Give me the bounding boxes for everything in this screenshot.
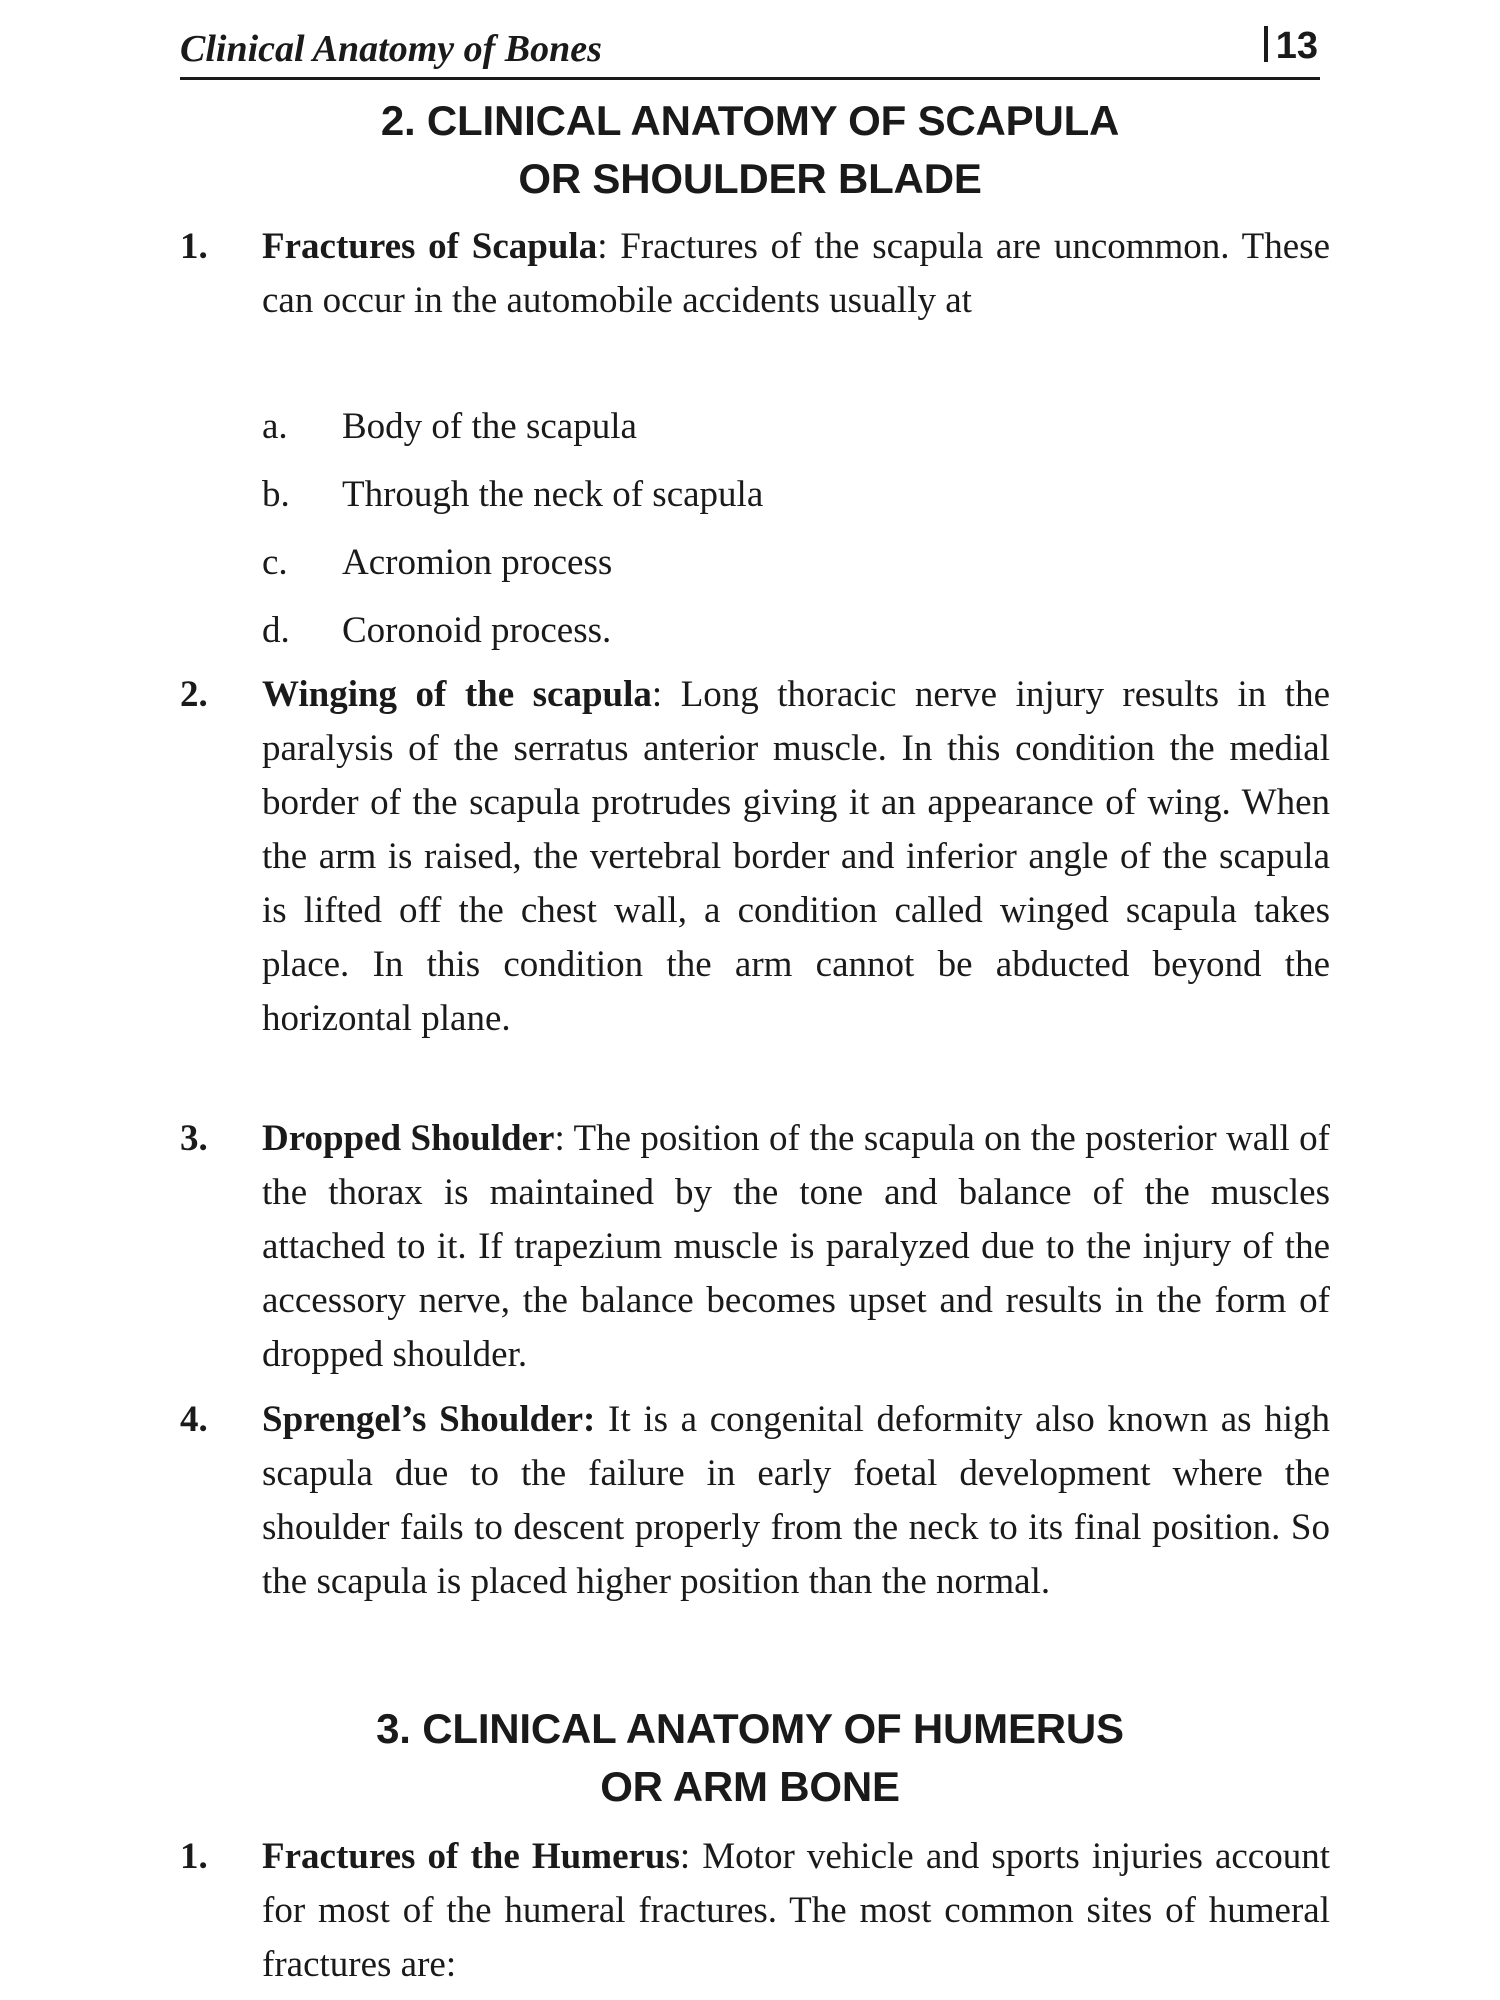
list-item-number: 3.	[180, 1118, 208, 1159]
list-item-fractures-of-scapula	[180, 220, 1330, 328]
list-item-term: Sprengel’s Shoulder:	[262, 1399, 596, 1440]
section-3-heading	[180, 1700, 1320, 1816]
sub-list-item	[262, 604, 611, 658]
section-2-heading-line-1: 2. CLINICAL ANATOMY OF SCAPULA	[380, 97, 1120, 144]
list-item-number: 4.	[180, 1399, 208, 1440]
page-number-divider	[1264, 26, 1268, 62]
list-item-description: : Long thoracic nerve injury results in the paralysis of the serratus anterior muscle. In this condition the medial border of the scapula protrudes giving it an appearance of wing. When the arm is raised, the vertebral border and inferior angle of the scapula is lifted off the chest wall, a condition called winged scapula takes place. In this condition the arm cannot be abducted beyond the horizontal plane.	[262, 674, 1330, 1039]
list-item-description: : Fractures of the scapula are uncommon. These can occur in the automobile accidents usually at	[262, 226, 1330, 321]
list-item-description: It is a congenital deformity also known as high scapula due to the failure in early foetal development where the shoulder fails to descent properly from the neck to its final position. So the scapula is placed higher position than the normal.	[262, 1399, 1331, 1602]
sub-list-item-text: Body of the scapula	[342, 406, 637, 447]
list-item-fractures-of-humerus	[180, 1830, 1330, 1992]
sub-list-item	[262, 400, 637, 454]
list-item-description: : Motor vehicle and sports injuries account for most of the humeral fractures. The most common sites of humeral fractures are:	[262, 1836, 1330, 1985]
list-item-term: Dropped Shoulder	[262, 1118, 555, 1159]
sub-list-item-letter: a.	[262, 406, 288, 447]
list-item-number: 2.	[180, 674, 208, 715]
sub-list-item-text: Through the neck of scapula	[342, 474, 764, 515]
running-header	[180, 25, 1320, 80]
section-3-heading-line-2: OR ARM BONE	[600, 1763, 900, 1810]
list-item-description: : The position of the scapula on the posterior wall of the thorax is maintained by the tone and balance of the muscles attached to it. If trapezium muscle is paralyzed due to the injury of the accessory nerve, the balance becomes upset and results in the form of dropped shoulder.	[262, 1118, 1330, 1375]
list-item-text	[262, 1112, 1330, 1382]
sub-list-item-letter: b.	[262, 474, 290, 515]
sub-list-item-letter: d.	[262, 610, 290, 651]
list-item-text	[262, 220, 1330, 328]
list-item-text	[262, 668, 1330, 1046]
section-3-heading-line-1: 3. CLINICAL ANATOMY OF HUMERUS	[376, 1705, 1124, 1752]
running-title: Clinical Anatomy of Bones	[180, 28, 602, 70]
list-item-number: 1.	[180, 226, 208, 267]
list-item-text	[262, 1393, 1330, 1609]
list-item-term: Fractures of Scapula	[262, 226, 598, 267]
page-number-block	[1264, 25, 1318, 68]
list-item-text	[262, 1830, 1330, 1992]
list-item-term: Fractures of the Humerus	[262, 1836, 680, 1877]
sub-list-item	[262, 536, 612, 590]
page-number: 13	[1275, 25, 1318, 67]
list-item-term: Winging of the scapula	[262, 674, 652, 715]
list-item-number: 1.	[180, 1836, 208, 1877]
list-item-winging-of-scapula	[180, 668, 1330, 1046]
sub-list-item-text: Coronoid process.	[342, 610, 612, 651]
sub-list-item-text: Acromion process	[342, 542, 613, 583]
sub-list-item	[262, 468, 763, 522]
list-item-dropped-shoulder	[180, 1112, 1330, 1382]
section-2-heading	[180, 92, 1320, 208]
sub-list-item-letter: c.	[262, 542, 288, 583]
section-2-heading-line-2: OR SHOULDER BLADE	[518, 155, 982, 202]
list-item-sprengels-shoulder	[180, 1393, 1330, 1609]
